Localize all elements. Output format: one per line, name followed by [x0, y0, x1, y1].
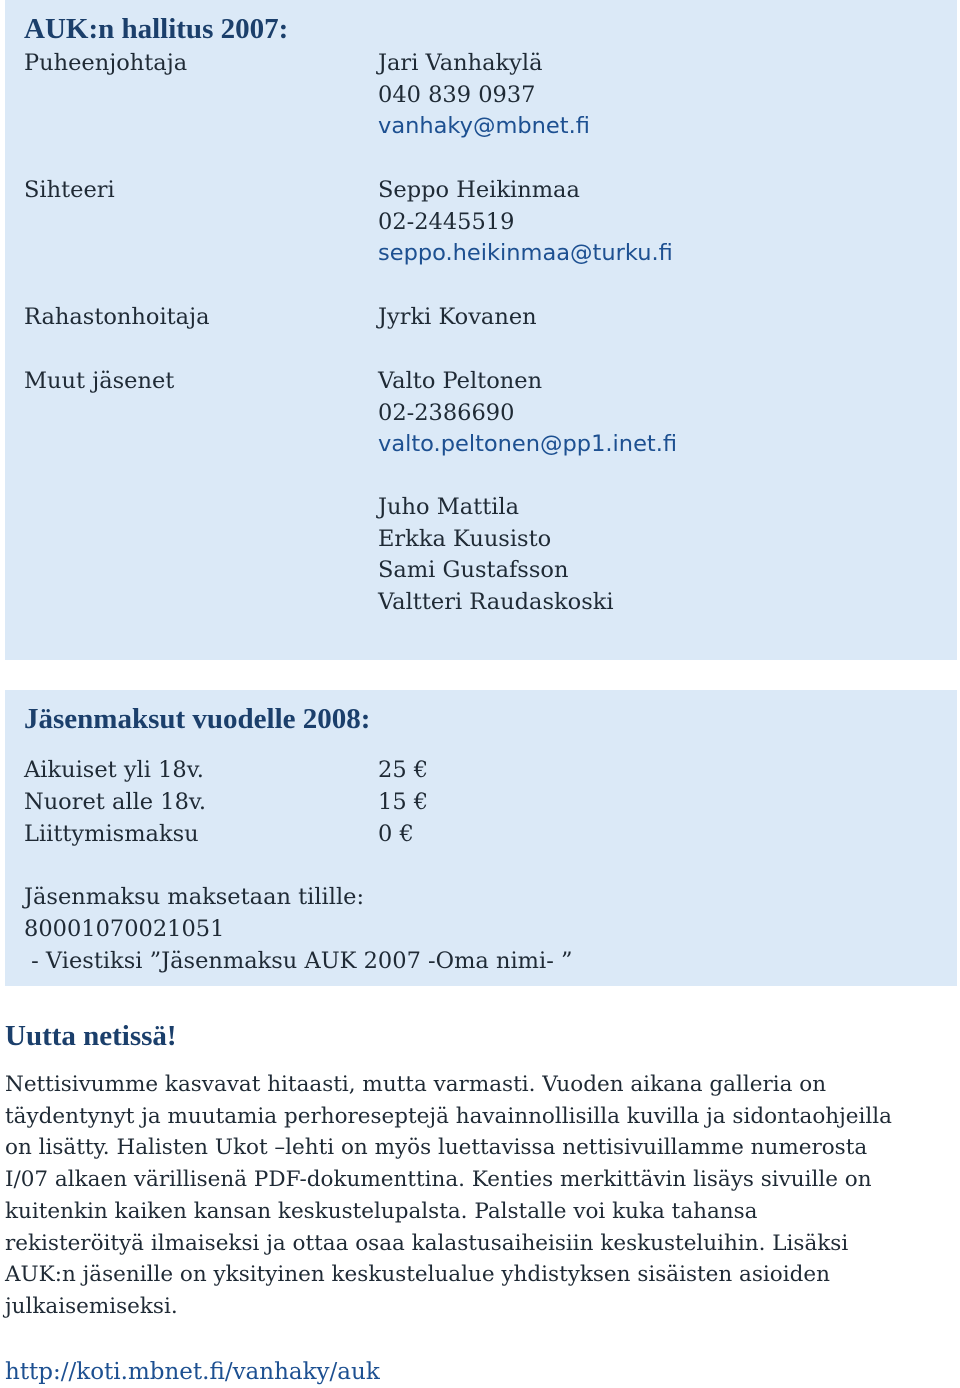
chair-name: Jari Vanhakylä	[378, 50, 543, 76]
news-line: julkaisemiseksi.	[5, 1293, 178, 1319]
chair-email-link[interactable]: vanhaky@mbnet.fi	[378, 113, 590, 139]
news-line: Nettisivumme kasvavat hitaasti, mutta varmasti. Vuoden aikana galleria on	[5, 1072, 827, 1097]
fee-amount: 15 €	[378, 789, 429, 815]
account-number: 80001070021051	[24, 916, 225, 942]
member-name: Erkka Kuusisto	[378, 525, 552, 552]
secretary-phone: 02-2445519	[378, 209, 515, 235]
news-paragraph	[5, 1069, 960, 1323]
payment-label: Jäsenmaksu maksetaan tilille:	[24, 884, 365, 910]
secretary-role: Sihteeri	[24, 177, 115, 203]
fees-title: Jäsenmaksut vuodelle 2008:	[24, 703, 371, 735]
news-line: I/07 alkaen värillisenä PDF-dokumenttina. Kenties merkittävin lisäys sivuille on	[5, 1167, 872, 1193]
member-phone: 02-2386690	[378, 400, 515, 426]
fee-label: Nuoret alle 18v.	[24, 789, 207, 815]
member-name: Juho Mattila	[378, 494, 520, 520]
chair-phone: 040 839 0937	[378, 82, 536, 108]
secretary-email-link[interactable]: seppo.heikinmaa@turku.fi	[378, 240, 673, 266]
member-name: Valto Peltonen	[378, 368, 543, 394]
secretary-name: Seppo Heikinmaa	[378, 177, 580, 203]
treasurer-role: Rahastonhoitaja	[24, 304, 210, 330]
fee-amount: 25 €	[378, 757, 429, 783]
news-line: on lisätty. Halisten Ukot –lehti on myös luettavissa nettisivuillamme numerosta	[5, 1135, 868, 1161]
other-members-list	[378, 492, 614, 619]
news-line: täydentynyt ja muutamia perhoreseptejä havainnollisilla kuvilla ja sidontaohjeilla	[5, 1103, 892, 1129]
payment-message-note: - Viestiksi ”Jäsenmaksu AUK 2007 -Oma nimi- ”	[24, 948, 573, 974]
fee-amount: 0 €	[378, 821, 414, 847]
news-title: Uutta netissä!	[5, 1020, 177, 1052]
other-members-role: Muut jäsenet	[24, 368, 175, 394]
member-name: Sami Gustafsson	[378, 557, 569, 584]
chair-role: Puheenjohtaja	[24, 50, 188, 76]
treasurer-name: Jyrki Kovanen	[378, 304, 537, 330]
member-name: Valtteri Raudaskoski	[378, 589, 614, 616]
news-line: rekisteröityä ilmaiseksi ja ottaa osaa kalastusaiheisiin keskusteluihin. Lisäksi	[5, 1230, 849, 1256]
member-email-link[interactable]: valto.peltonen@pp1.inet.fi	[378, 431, 678, 457]
board-title: AUK:n hallitus 2007:	[24, 13, 289, 45]
fee-label: Liittymismaksu	[24, 821, 199, 847]
website-link[interactable]: http://koti.mbnet.fi/vanhaky/auk	[5, 1359, 380, 1385]
news-line: kuitenkin kaiken kansan keskustelupalsta. Palstalle voi kuka tahansa	[5, 1198, 758, 1224]
news-line: AUK:n jäsenille on yksityinen keskustelualue yhdistyksen sisäisten asioiden	[5, 1262, 830, 1288]
fee-label: Aikuiset yli 18v.	[24, 757, 204, 783]
